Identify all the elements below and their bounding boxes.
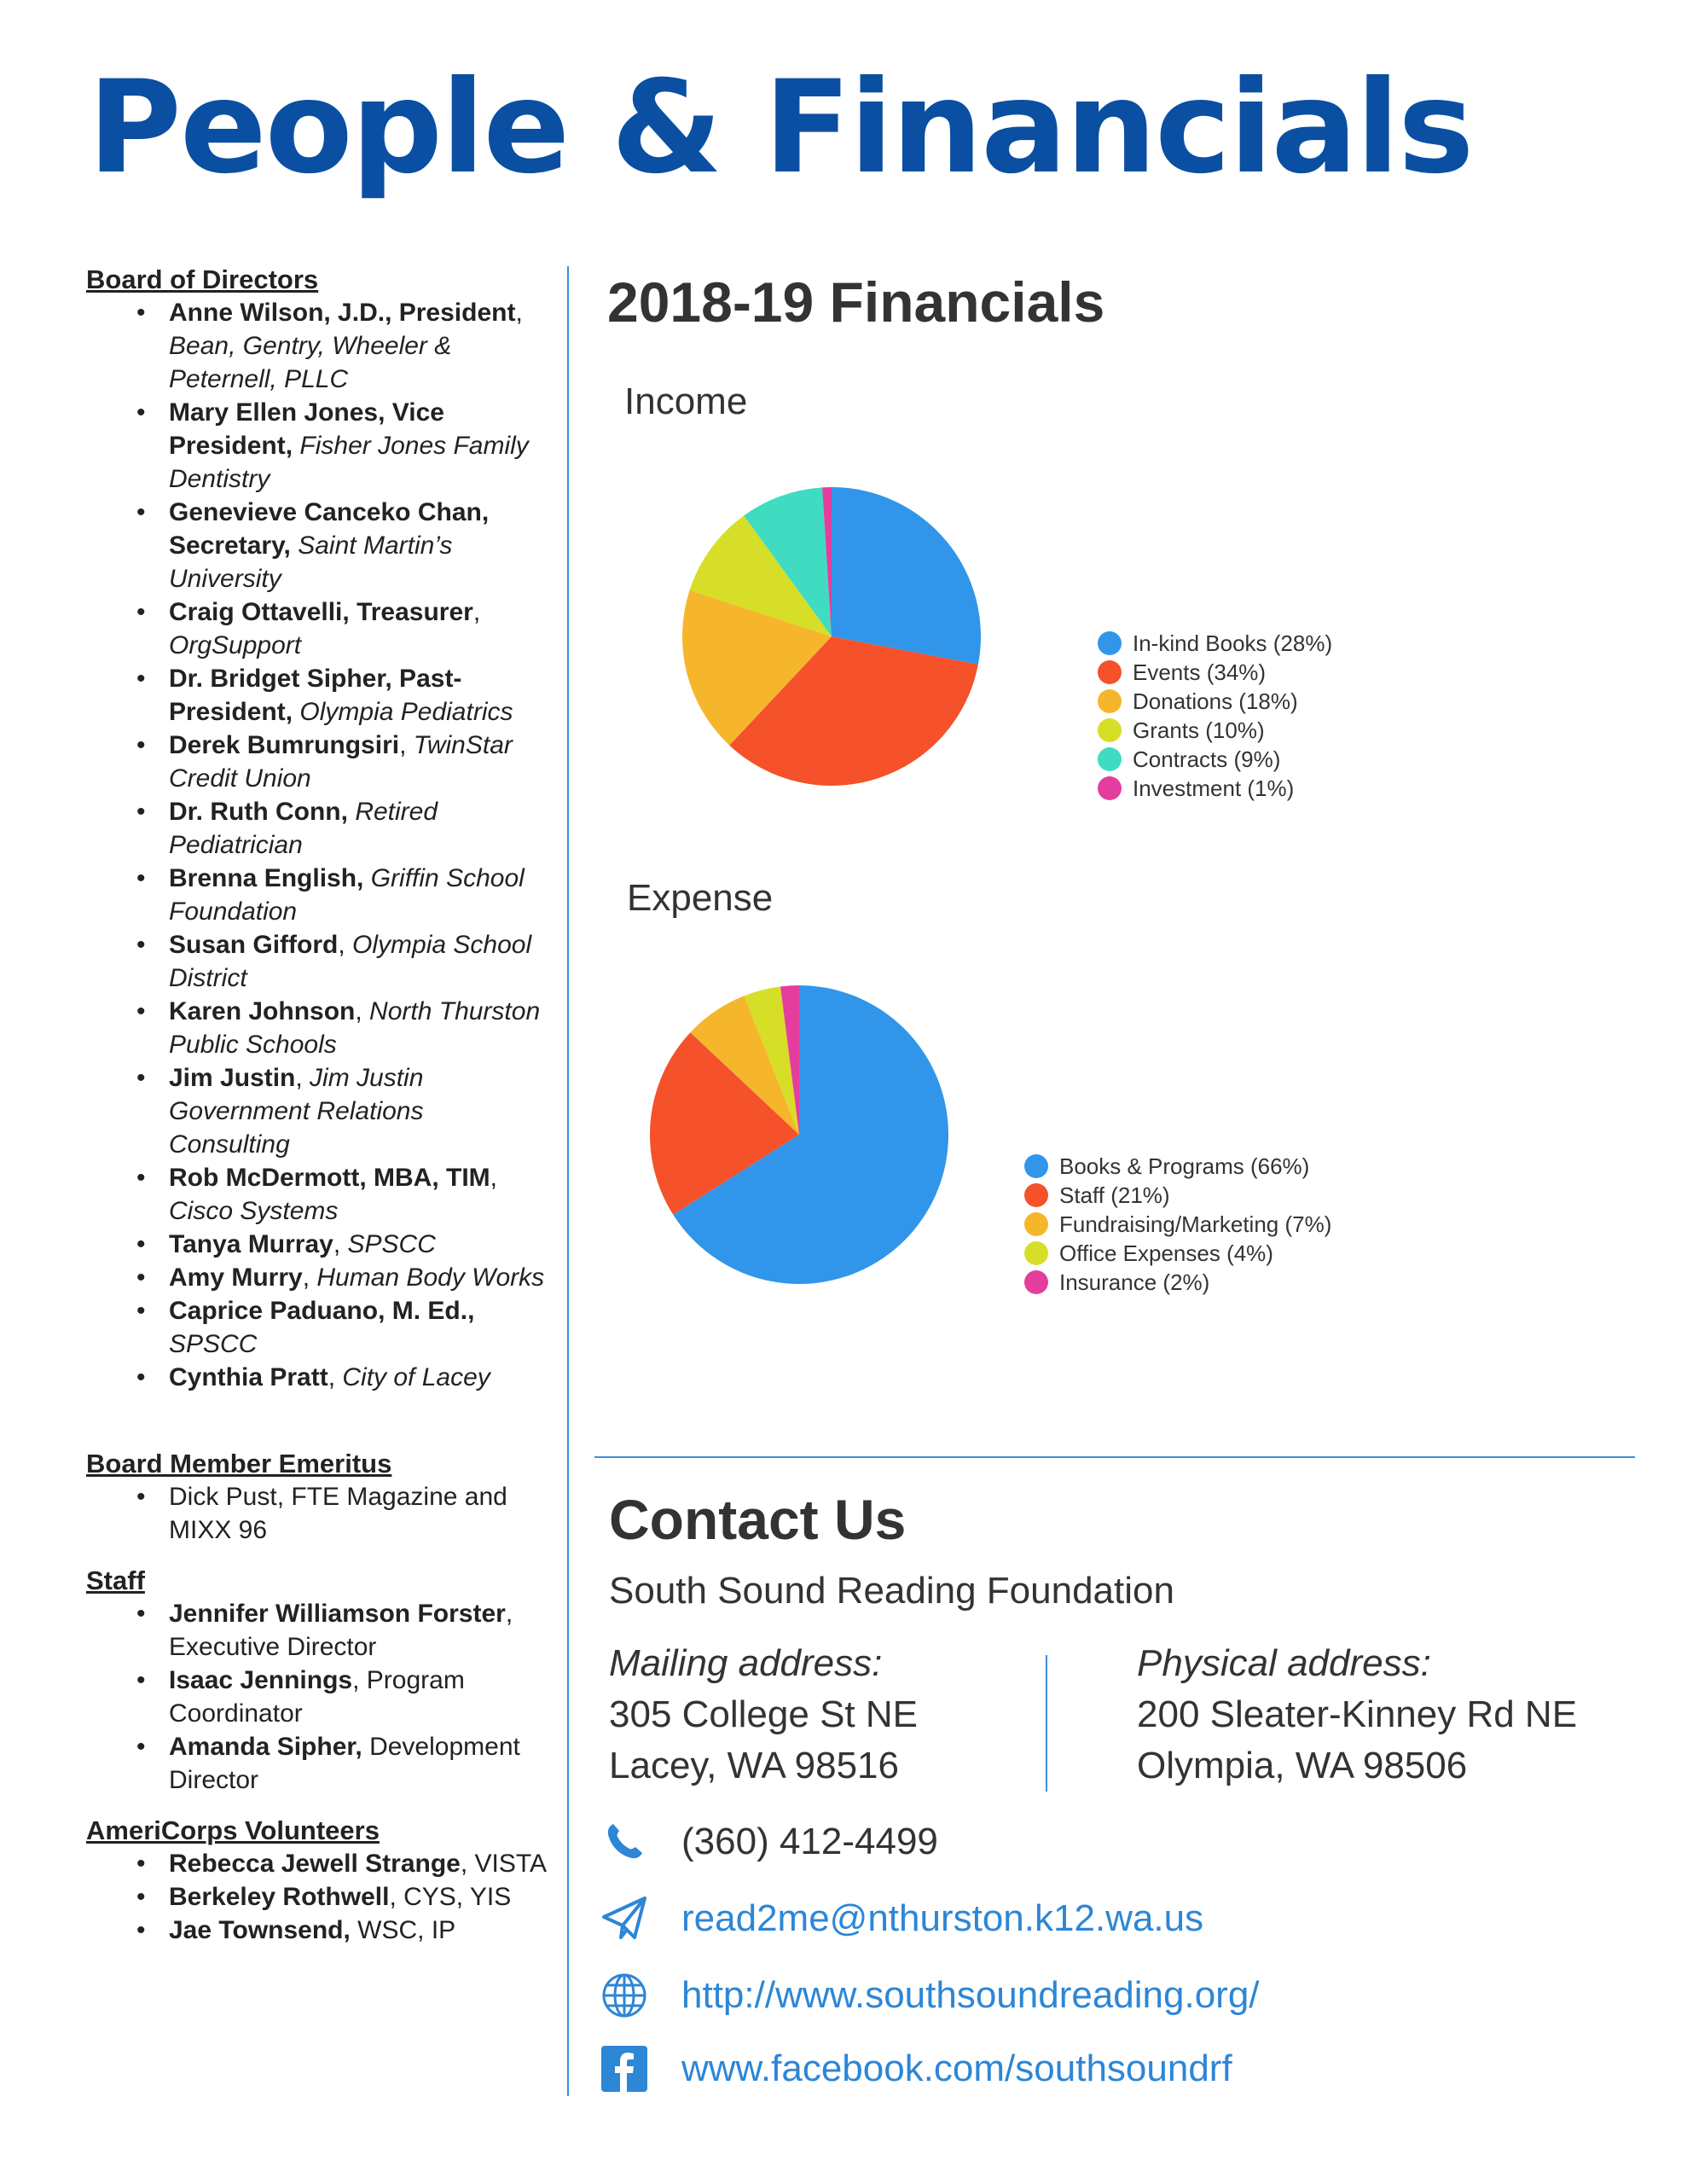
member-name: Brenna English, [169,864,364,892]
member-role: CYS, YIS [403,1883,512,1911]
income-chart-title: Income [624,380,748,422]
facebook-link[interactable]: www.facebook.com/southsoundrf [681,2048,1232,2089]
member-org: City of Lacey [342,1363,490,1391]
phone-row [600,1817,938,1867]
legend-swatch [1098,631,1122,655]
legend-swatch [1024,1270,1048,1294]
member-name: Karen Johnson [169,997,356,1025]
bullet-icon: • [136,665,146,693]
legend-item [1024,1239,1331,1268]
member-name: Jim Justin [169,1064,296,1092]
member-separator: , [355,997,370,1025]
member-org: Bean, Gentry, Wheeler & Peternell, PLLC [169,332,452,393]
legend-item [1098,658,1332,687]
mailing-address-label: Mailing address: [609,1642,883,1684]
section-divider [594,1456,1635,1458]
member-separator: , [472,598,481,626]
expense-pie-chart [649,985,949,1285]
legend-label: Insurance (2%) [1059,1269,1210,1295]
member-separator: , [295,1064,310,1092]
legend-swatch [1024,1183,1048,1207]
bullet-icon: • [136,1883,146,1911]
member-org: Jim Justin Government Relations Consulting [169,1064,424,1159]
list-item [136,729,547,795]
member-separator: , [352,1666,367,1694]
bullet-icon: • [136,864,146,892]
americorps-list [86,1847,547,1947]
list-item [136,662,547,729]
organization-name: South Sound Reading Foundation [609,1570,1174,1612]
member-org: SPSCC [347,1230,436,1258]
bullet-icon: • [136,1263,146,1292]
legend-item [1024,1268,1331,1297]
page-title: People & Financials [88,54,1473,202]
list-item [136,862,547,928]
expense-chart-title: Expense [627,877,774,919]
list-item [136,1664,547,1730]
people-column [86,263,547,1947]
legend-swatch [1098,689,1122,713]
financials-title: 2018-19 Financials [607,270,1105,334]
address-divider [1046,1655,1047,1792]
bullet-icon: • [136,1733,146,1761]
americorps-heading: AmeriCorps Volunteers [86,1815,380,1845]
member-separator: , [328,1363,343,1391]
list-item [136,396,547,496]
member-name: Susan Gifford [169,931,339,959]
list-item [136,1294,547,1361]
member-text: Dick Pust, FTE Magazine and MIXX 96 [169,1483,507,1544]
emeritus-heading: Board Member Emeritus [86,1449,392,1478]
member-org: North Thurston Public Schools [169,997,541,1059]
list-item [136,595,547,662]
legend-item [1098,687,1332,716]
bullet-icon: • [136,398,146,427]
bullet-icon: • [136,1230,146,1258]
bullet-icon: • [136,1600,146,1628]
legend-label: Fundraising/Marketing (7%) [1059,1211,1332,1237]
member-org: Human Body Works [316,1263,545,1292]
legend-swatch [1024,1241,1048,1265]
physical-address [1137,1638,1577,1792]
legend-label: Staff (21%) [1059,1182,1170,1208]
website-link[interactable]: http://www.southsoundreading.org/ [681,1974,1260,2016]
member-role: VISTA [474,1850,547,1878]
legend-label: Investment (1%) [1133,775,1295,801]
member-separator: , [515,299,523,327]
member-name: Mary Ellen Jones, Vice President, [169,398,444,460]
list-item [136,795,547,862]
list-item [136,1914,547,1947]
member-name: Isaac Jennings [169,1666,353,1694]
legend-swatch [1024,1212,1048,1236]
member-name: Jae Townsend, [169,1916,351,1944]
board-list [86,296,547,1394]
member-separator: , [389,1883,404,1911]
member-name: Tanya Murray [169,1230,333,1258]
member-org: Saint Martin’s University [169,531,453,593]
member-separator: , [505,1600,513,1628]
bullet-icon: • [136,498,146,526]
legend-swatch [1098,747,1122,771]
member-separator [291,531,298,560]
legend-item [1098,774,1332,803]
globe-icon [600,1971,649,2020]
member-org: Griffin School Foundation [169,864,525,926]
list-item [136,1361,547,1394]
member-role: Program Coordinator [169,1666,465,1728]
member-name: Berkeley Rothwell [169,1883,390,1911]
bullet-icon: • [136,1164,146,1192]
legend-item [1024,1152,1331,1181]
legend-label: Contracts (9%) [1133,746,1281,772]
member-role: Executive Director [169,1633,377,1661]
legend-label: Grants (10%) [1133,717,1265,743]
legend-item [1024,1210,1331,1239]
member-name: Caprice Paduano, M. Ed., [169,1297,475,1325]
list-item [136,1261,547,1294]
physical-address-label: Physical address: [1137,1642,1431,1684]
member-separator: , [490,1164,497,1192]
member-org: Olympia Pediatrics [299,698,513,726]
bullet-icon: • [136,997,146,1025]
bullet-icon: • [136,1064,146,1092]
member-separator [362,1733,369,1761]
list-item [136,1730,547,1797]
contact-title: Contact Us [609,1488,907,1551]
member-name: Dr. Bridget Sipher, Past-President, [169,665,462,726]
legend-label: In-kind Books (28%) [1133,630,1333,656]
member-org: Olympia School District [169,931,532,992]
member-org: Retired Pediatrician [169,798,438,859]
website-row [600,1971,1260,2020]
list-item [136,296,547,396]
legend-label: Office Expenses (4%) [1059,1240,1273,1266]
bullet-icon: • [136,798,146,826]
facebook-row [600,2044,1232,2094]
list-item [136,1480,547,1547]
pie-slice [832,487,981,665]
list-item [136,496,547,595]
bullet-icon: • [136,598,146,626]
legend-label: Events (34%) [1133,659,1267,685]
column-divider [567,266,569,2096]
list-item [136,1061,547,1161]
member-name: Rebecca Jewell Strange [169,1850,461,1878]
list-item [136,1161,547,1228]
bullet-icon: • [136,299,146,327]
member-org: OrgSupport [169,631,302,659]
list-item [136,928,547,995]
legend-swatch [1098,776,1122,800]
bullet-icon: • [136,1297,146,1325]
mailing-address-line2: Lacey, WA 98516 [609,1745,899,1786]
member-org: SPSCC [169,1330,258,1358]
list-item [136,1597,547,1664]
legend-label: Donations (18%) [1133,688,1298,714]
bullet-icon: • [136,1363,146,1391]
member-separator: , [302,1263,317,1292]
facebook-icon [600,2044,649,2094]
member-name: Amanda Sipher, [169,1733,362,1761]
member-role: WSC, IP [357,1916,456,1944]
board-heading: Board of Directors [86,264,319,294]
legend-item [1098,629,1332,658]
bullet-icon: • [136,1916,146,1944]
member-name: Cynthia Pratt [169,1363,328,1391]
member-org: Fisher Jones Family Dentistry [169,432,529,493]
legend-label: Books & Programs (66%) [1059,1153,1310,1179]
staff-heading: Staff [86,1565,145,1595]
bullet-icon: • [136,931,146,959]
legend-swatch [1098,718,1122,742]
phone-number[interactable]: (360) 412-4499 [681,1821,938,1862]
expense-legend [1024,1152,1331,1297]
member-separator [363,864,370,892]
bullet-icon: • [136,1666,146,1694]
member-name: Amy Murry [169,1263,303,1292]
legend-item [1098,716,1332,745]
bullet-icon: • [136,1850,146,1878]
list-item [136,995,547,1061]
email-row [600,1894,1203,1943]
member-name: Jennifer Williamson Forster [169,1600,506,1628]
member-separator: , [333,1230,348,1258]
physical-address-line1: 200 Sleater-Kinney Rd NE [1137,1693,1578,1735]
member-name: Rob McDermott, MBA, TIM [169,1164,490,1192]
legend-swatch [1024,1154,1048,1178]
member-org: Cisco Systems [169,1197,339,1225]
member-name: Craig Ottavelli, Treasurer [169,598,473,626]
member-separator: , [460,1850,475,1878]
list-item [136,1880,547,1914]
staff-list [86,1597,547,1797]
member-name: Dr. Ruth Conn, [169,798,348,826]
legend-item [1024,1181,1331,1210]
physical-address-line2: Olympia, WA 98506 [1137,1745,1468,1786]
legend-item [1098,745,1332,774]
member-separator [351,1916,357,1944]
income-pie-chart [681,486,982,787]
member-name: Derek Bumrungsiri [169,731,400,759]
income-legend [1098,629,1332,803]
list-item [136,1847,547,1880]
member-separator: , [338,931,353,959]
list-item [136,1228,547,1261]
member-name: Genevieve Canceko Chan, Secretary, [169,498,490,560]
emeritus-list [86,1480,547,1547]
email-link[interactable]: read2me@nthurston.k12.wa.us [681,1897,1204,1939]
paper-plane-icon [600,1894,649,1943]
member-org: TwinStar Credit Union [169,731,513,793]
phone-icon [600,1817,649,1867]
bullet-icon: • [136,1483,146,1511]
mailing-address [609,1638,918,1792]
member-role: Development Director [169,1733,520,1794]
member-name: Anne Wilson, J.D., President [169,299,516,327]
member-separator: , [399,731,414,759]
mailing-address-line1: 305 College St NE [609,1693,918,1735]
legend-swatch [1098,660,1122,684]
bullet-icon: • [136,731,146,759]
